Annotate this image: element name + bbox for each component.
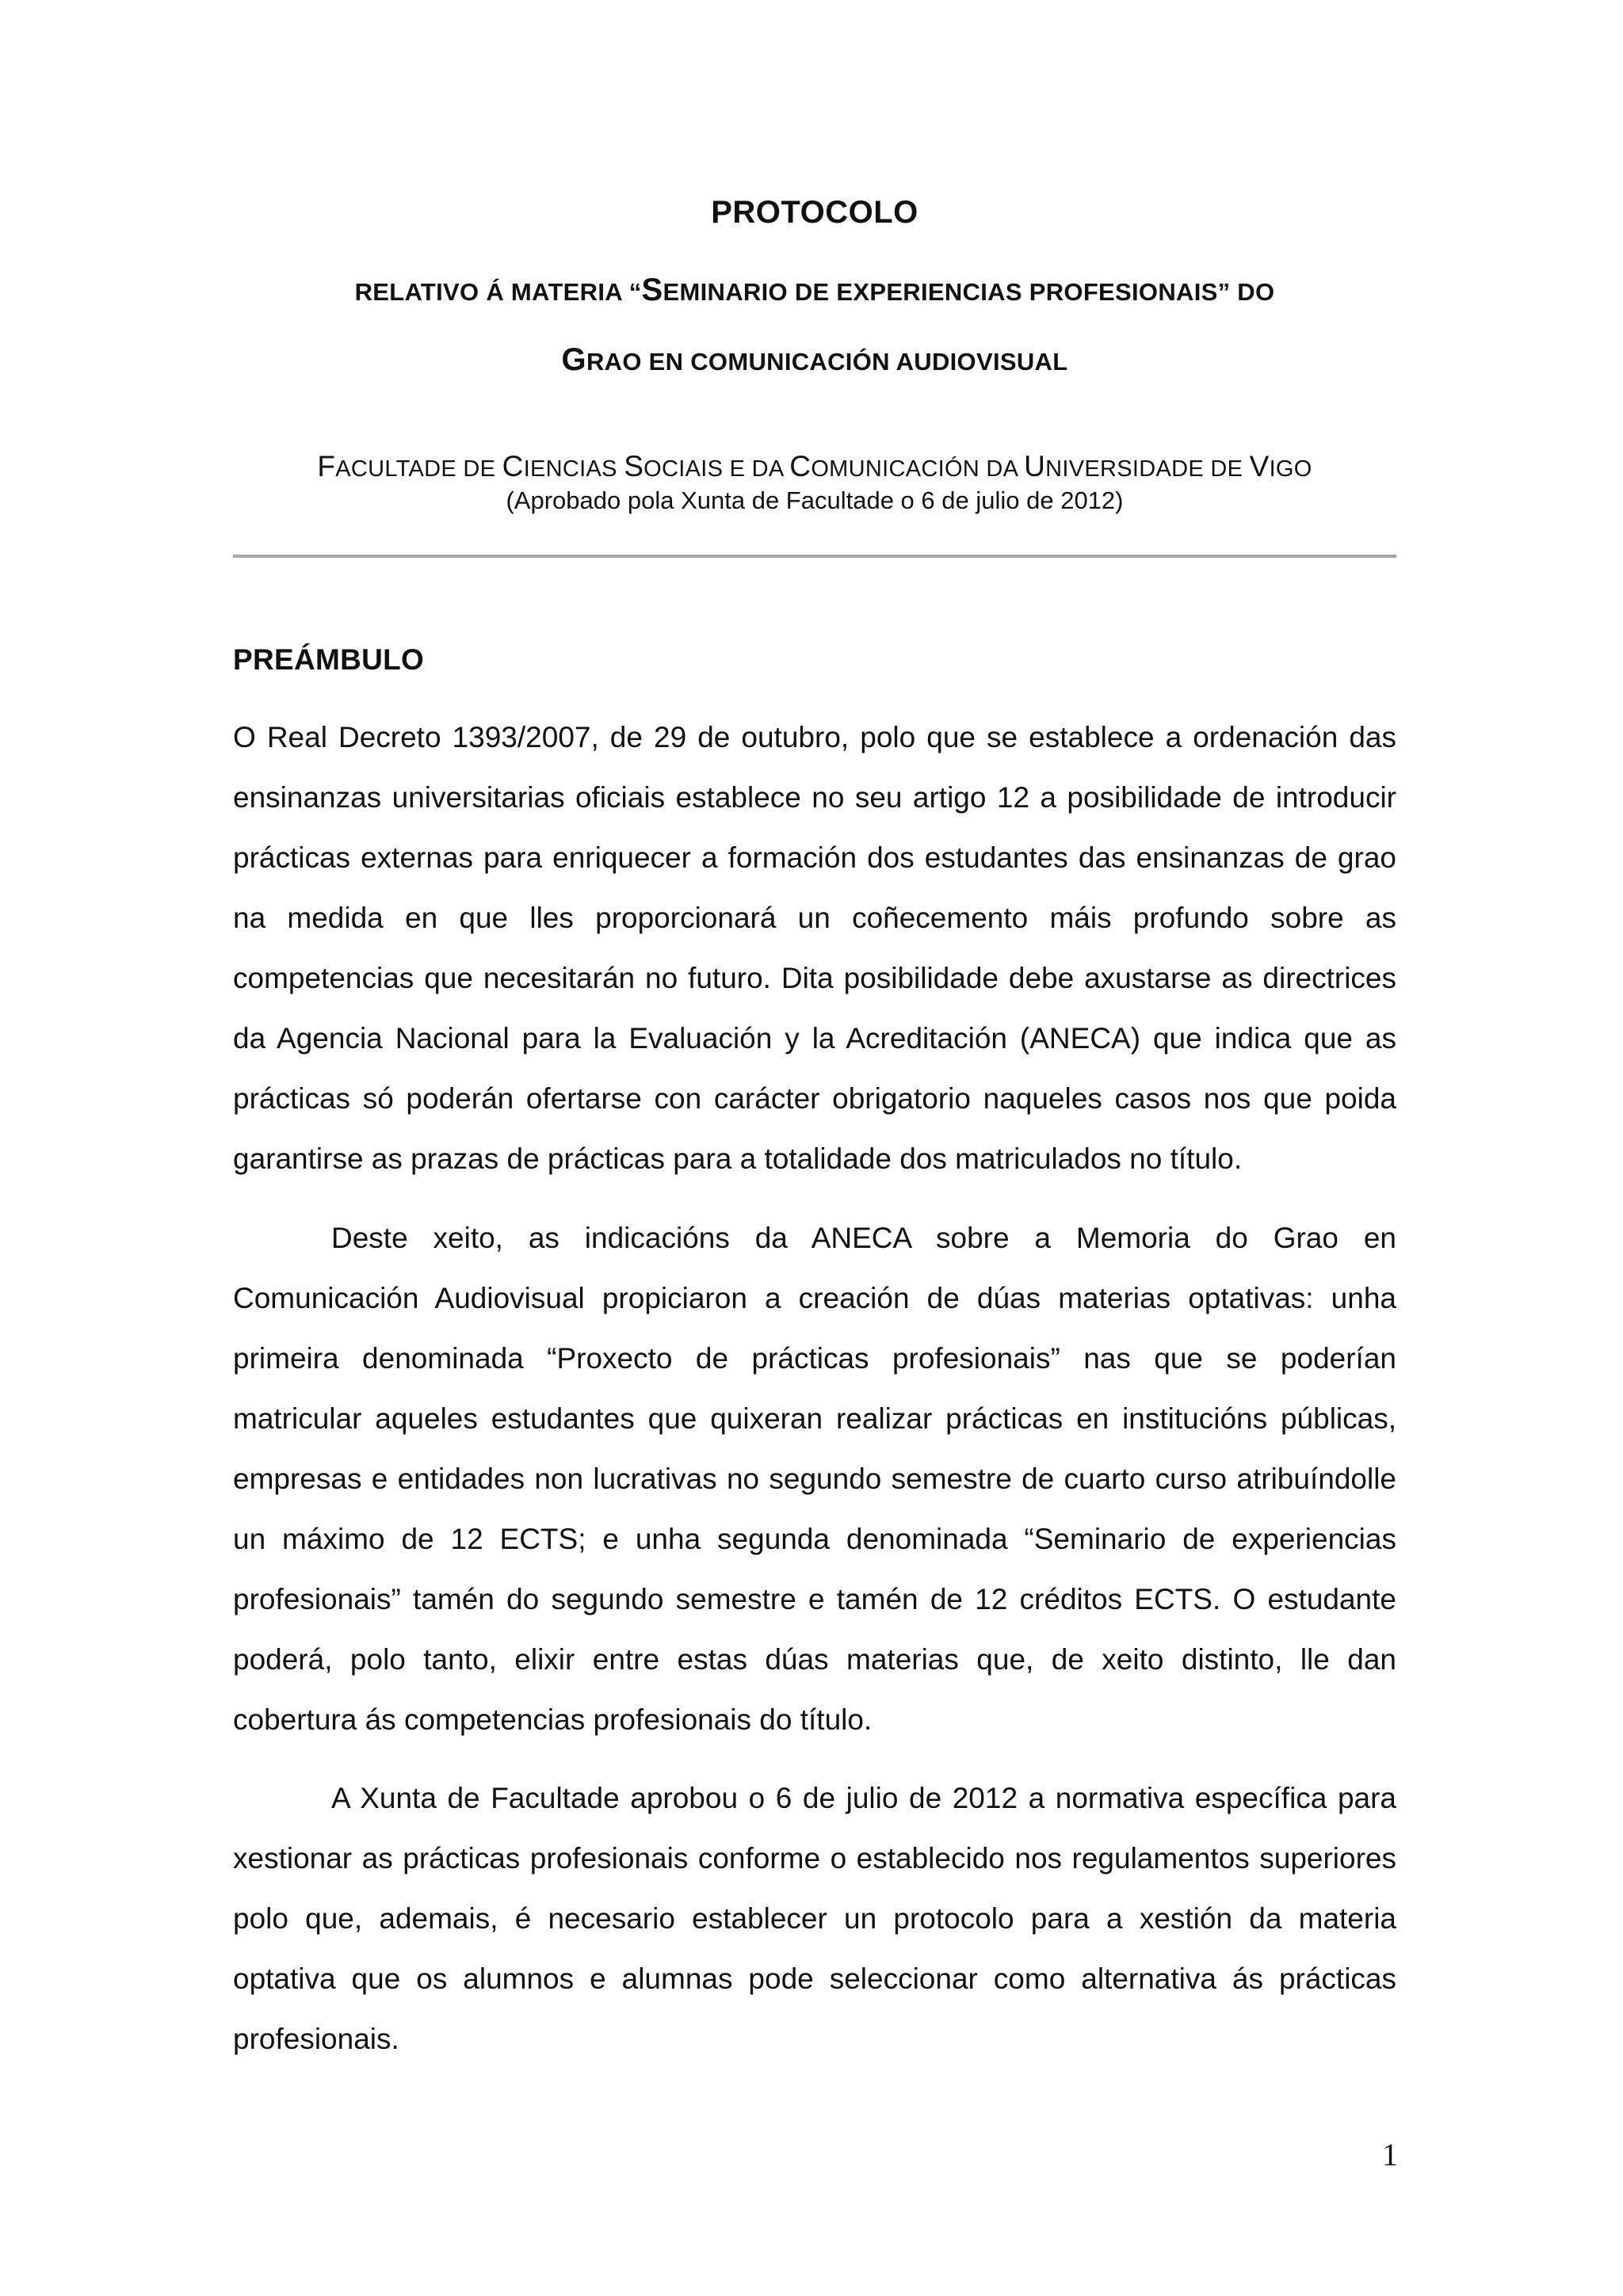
- page-number: 1: [1382, 2137, 1398, 2172]
- subtitle-line-1-cap: S: [641, 273, 663, 307]
- subtitle-line-1: [233, 273, 1396, 308]
- faculty-cap-4: C: [789, 450, 812, 482]
- faculty-name: [233, 450, 1396, 483]
- paragraph-1: O Real Decreto 1393/2007, de 29 de outubro, polo que se establece a ordenación das ensinanzas universitarias oficiais establece no seu artigo 12 a posibilidade de introducir prácticas externas para enriquecer a formación dos estudantes das ensinanzas de grao na medida en que lles proporcionará un coñecemento máis profundo sobre as competencias que necesitarán no futuro. Dita posibilidade debe axustarse as directrices da Agencia Nacional para la Evaluación y la Acreditación (ANECA) que indica que as prácticas só poderán ofertarse con carácter obrigatorio naqueles casos nos que poida garantirse as prazas de prácticas para a totalidade dos matriculados no título.: [233, 721, 1396, 1175]
- faculty-cap-1: F: [317, 450, 336, 482]
- faculty-cap-6: V: [1249, 450, 1270, 482]
- faculty-text-5: NIVERSIDADE DE: [1045, 456, 1250, 482]
- faculty-text-6: IGO: [1269, 456, 1312, 482]
- faculty-text-4: OMUNICACIÓN DA: [811, 456, 1025, 482]
- subtitle-line-1-post: EMINARIO DE EXPERIENCIAS PROFESIONAIS” DO: [663, 278, 1275, 306]
- faculty-text-1: ACULTADE DE: [335, 456, 502, 482]
- faculty-cap-2: C: [502, 450, 524, 482]
- faculty-cap-3: S: [624, 450, 644, 482]
- subtitle-line-1-pre: RELATIVO Á MATERIA “: [354, 278, 642, 306]
- faculty-text-3: OCIAIS E DA: [643, 456, 790, 482]
- faculty-text-2: IENCIAS: [523, 456, 624, 482]
- paragraph-2: Deste xeito, as indicacións da ANECA sobre a Memoria do Grao en Comunicación Audiovisual propiciaron a creación de dúas materias optativas: unha primeira denominada “Proxecto de prácticas profesionais” nas que se poderían matricular aqueles estudantes que quixeran realizar prácticas en institucións públicas, empresas e entidades non lucrativas no segundo semestre de cuarto curso atribuíndolle un máximo de 12 ECTS; e unha segunda denominada “Seminario de experiencias profesionais” tamén do segundo semestre e tamén de 12 créditos ECTS. O estudante poderá, polo tanto, elixir entre estas dúas materias que, de xeito distinto, lle dan cobertura ás competencias profesionais do título.: [233, 1222, 1396, 1736]
- faculty-cap-5: U: [1024, 450, 1046, 482]
- subtitle-line-2-cap: G: [561, 342, 586, 377]
- section-heading: PREÁMBULO: [233, 643, 425, 676]
- header-divider: [233, 555, 1396, 558]
- approval-note: (Aprobado pola Xunta de Facultade o 6 de julio de 2012): [506, 486, 1124, 514]
- document-title: PROTOCOLO: [711, 195, 918, 230]
- paragraph-3: A Xunta de Facultade aprobou o 6 de julio de 2012 a normativa específica para xestionar as prácticas profesionais conforme o establecido nos regulamentos superiores polo que, ademais, é necesario establecer un protocolo para a xestión da materia optativa que os alumnos e alumnas pode seleccionar como alternativa ás prácticas profesionais.: [233, 1782, 1396, 2055]
- subtitle-line-2-post: RAO EN COMUNICACIÓN AUDIOVISUAL: [586, 348, 1068, 376]
- subtitle-line-2: [233, 342, 1396, 378]
